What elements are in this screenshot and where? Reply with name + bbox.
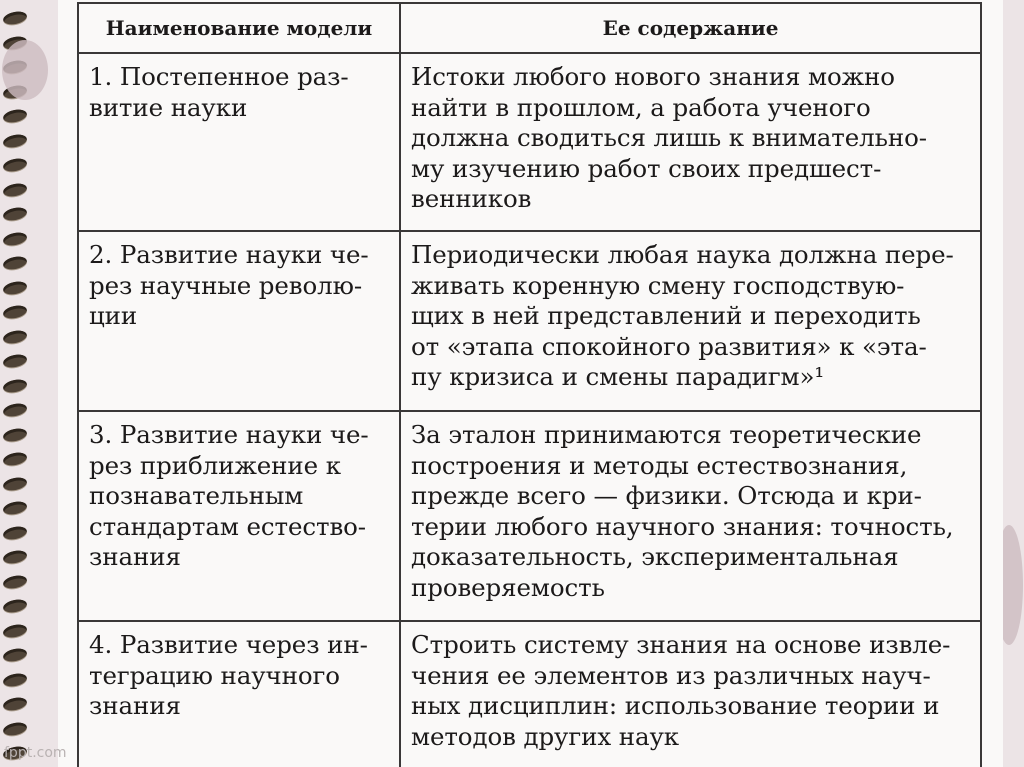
models-table — [77, 2, 982, 767]
binding-ring — [2, 206, 28, 223]
binding-ring — [2, 328, 28, 345]
binding-ring — [2, 279, 28, 296]
binding-ring — [2, 132, 28, 149]
binding-ring — [2, 108, 28, 125]
table-row — [78, 411, 981, 621]
binding-ring — [2, 304, 28, 321]
binding-ring — [2, 402, 28, 419]
model-content-cell: Истоки любого нового знания можно найти в прошлом, а работа ученого должна сводиться лишь к внимательно- му изучению работ своих предшест- венников — [400, 53, 981, 231]
binding-ring — [2, 475, 28, 492]
watermark-text: fppt.com — [4, 745, 67, 761]
binding-ring — [2, 598, 28, 615]
binding-ring — [2, 230, 28, 247]
header-content: Ее содержание — [400, 3, 981, 53]
model-name-cell: 2. Развитие науки че- рез научные револю- ции — [78, 231, 400, 411]
binding-ring — [2, 451, 28, 468]
binding-ring — [2, 255, 28, 272]
binding-ring — [2, 573, 28, 590]
model-name-cell: 1. Постепенное раз- витие науки — [78, 53, 400, 231]
binding-ring — [2, 622, 28, 639]
table-header-row — [78, 3, 981, 53]
binding-ring — [2, 426, 28, 443]
table-row — [78, 53, 981, 231]
binding-ring — [2, 671, 28, 688]
header-model-name: Наименование модели — [78, 3, 400, 53]
model-name-cell: 4. Развитие через ин- теграцию научного знания — [78, 621, 400, 767]
binding-ring — [2, 181, 28, 198]
binding-ring — [2, 157, 28, 174]
binding-ring — [2, 549, 28, 566]
model-content-cell: За эталон принимаются теоретические построения и методы естествознания, прежде всего — физики. Отсюда и кри- терии любого научного знания: точность, доказательность, экспериментальная проверяемость — [400, 411, 981, 621]
decorative-splatter — [2, 40, 48, 100]
model-name-cell: 3. Развитие науки че- рез приближение к познавательным стандартам естество- знания — [78, 411, 400, 621]
model-content-cell: Строить систему знания на основе извле- чения ее элементов из различных науч- ных дисциплин: использование теории и методов других наук — [400, 621, 981, 767]
table-row — [78, 621, 981, 767]
binding-ring — [2, 10, 28, 27]
binding-ring — [2, 500, 28, 517]
binding-ring — [2, 524, 28, 541]
spiral-binding — [0, 0, 50, 767]
model-content-cell: Периодически любая наука должна пере- живать коренную смену господствую- щих в ней представлений и переходить от «этапа спокойного развития» к «эта- пу кризиса и смены парадигм»¹ — [400, 231, 981, 411]
table-row — [78, 231, 981, 411]
binding-ring — [2, 720, 28, 737]
binding-ring — [2, 647, 28, 664]
binding-ring — [2, 353, 28, 370]
binding-ring — [2, 696, 28, 713]
binding-ring — [2, 377, 28, 394]
